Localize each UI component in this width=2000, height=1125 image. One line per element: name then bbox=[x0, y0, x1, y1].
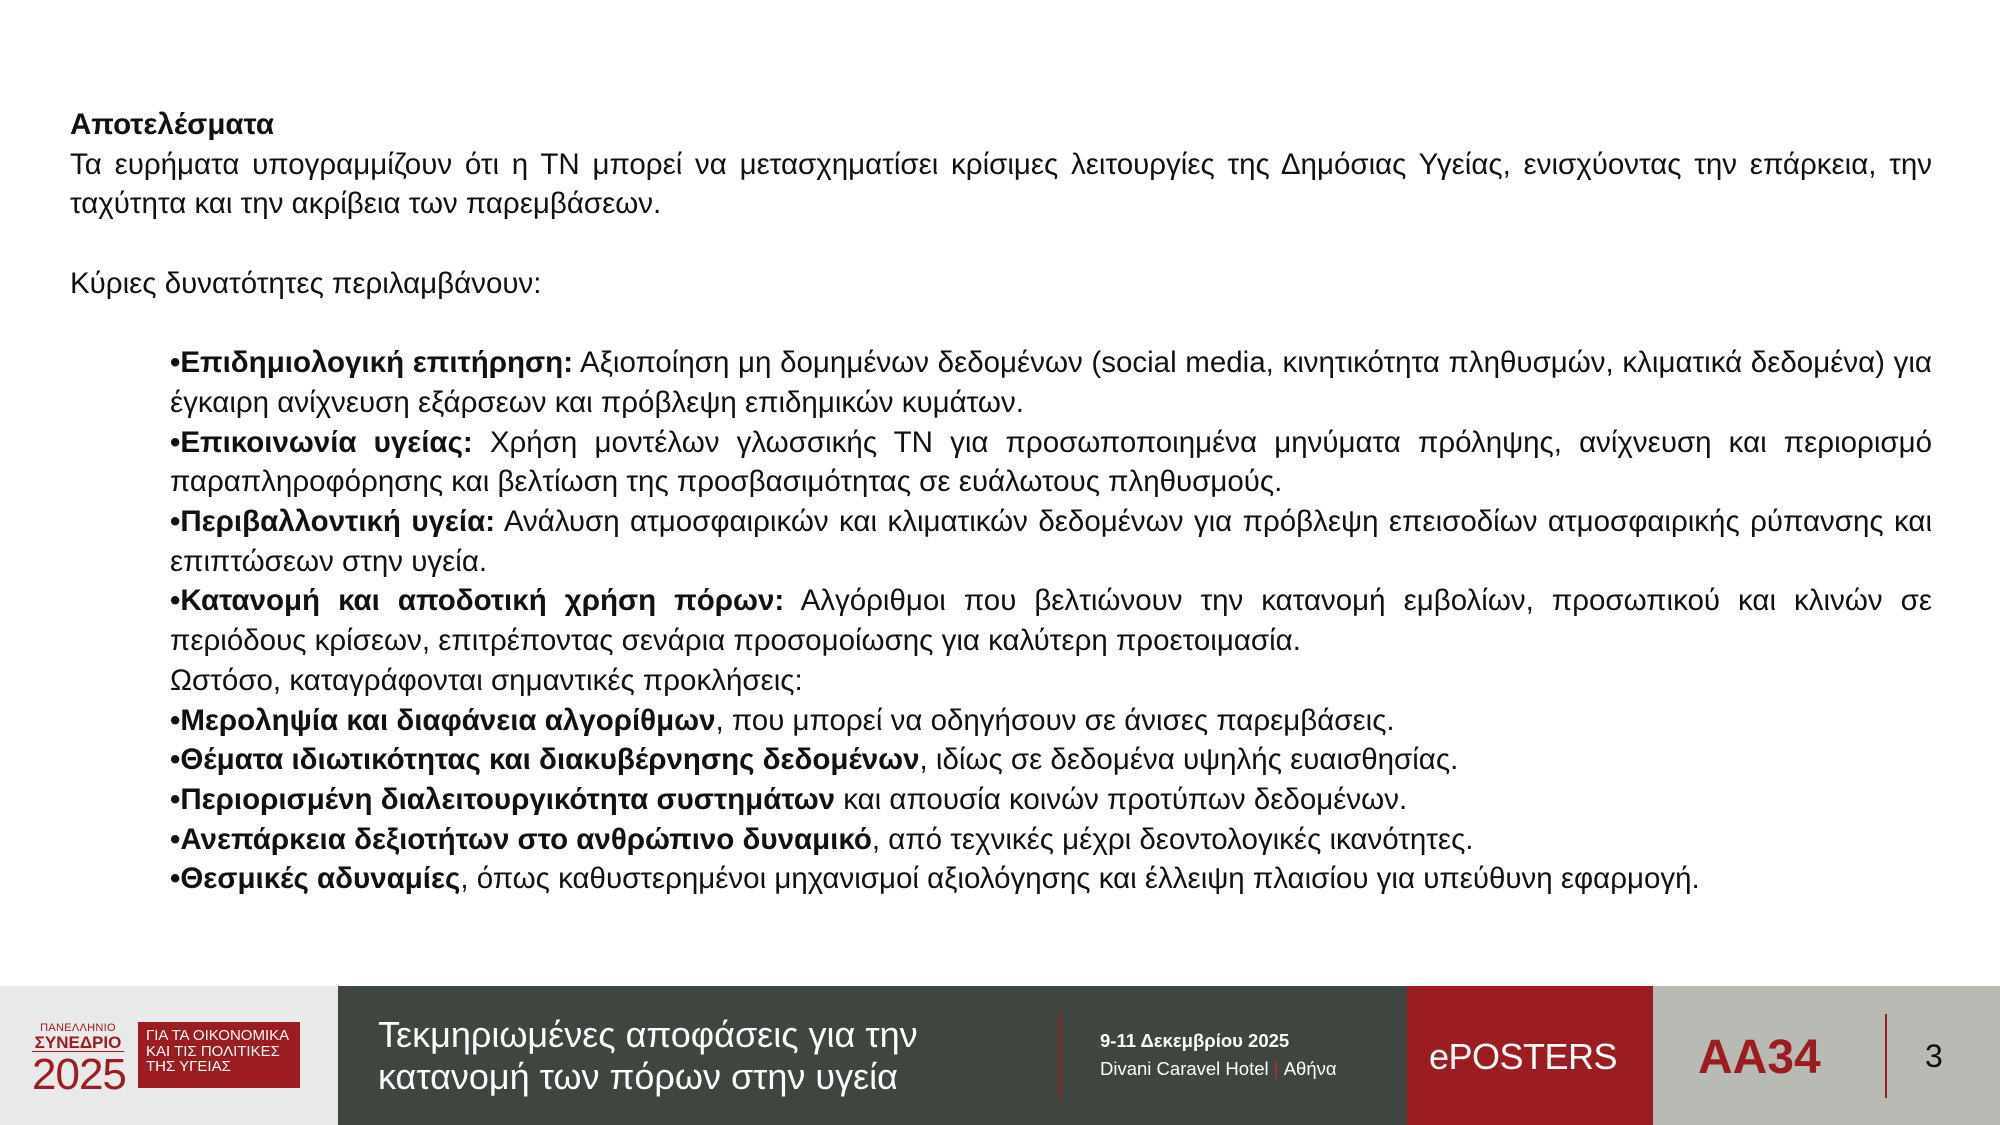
challenge-text: , όπως καθυστερημένοι μηχανισμοί αξιολόγησης και έλλειψη πλαισίου για υπεύθυνη εφαρμογή. bbox=[460, 862, 1700, 896]
challenge-item bbox=[170, 701, 1932, 741]
venue-city: Αθήνα bbox=[1283, 1058, 1337, 1079]
capability-title: •Κατανομή και αποδοτική χρήση πόρων: bbox=[170, 584, 785, 618]
challenge-item bbox=[170, 820, 1932, 860]
divider bbox=[1059, 1014, 1061, 1098]
venue-name: Divani Caravel Hotel bbox=[1100, 1058, 1269, 1079]
capability-text: Χρήση μοντέλων γλωσσικής ΤΝ για προσωποποιημένα μηνύματα πρόληψης, ανίχνευση και περιορισμό παραπληροφόρησης και βελτίωση της προσβασιμότητας σε ευάλωτους πληθυσμούς. bbox=[170, 425, 1932, 499]
conference-title-line-1: Τεκμηριωμένες αποφάσεις για την bbox=[378, 1014, 918, 1055]
logo-year: 2025 bbox=[32, 1050, 126, 1099]
conference-venue bbox=[1100, 1058, 1337, 1080]
poster-code-panel bbox=[1653, 986, 2000, 1125]
logo-line-1: ΠΑΝΕΛΛΗΝΙΟ bbox=[40, 1022, 116, 1034]
poster-code: AA34 bbox=[1698, 1031, 1821, 1084]
challenge-title: •Θεσμικές αδυναμίες bbox=[170, 862, 461, 896]
capability-text: Αξιοποίηση μη δομημένων δεδομένων (social media, κινητικότητα πληθυσμών, κλιματικά δεδομένα) για έγκαιρη ανίχνευση εξάρσεων και πρόβλεψη επιδημικών κυμάτων. bbox=[170, 346, 1932, 419]
capability-title: •Περιβαλλοντική υγεία: bbox=[170, 505, 496, 538]
capability-title: •Επικοινωνία υγείας: bbox=[170, 425, 473, 459]
bullet-list bbox=[170, 343, 1932, 899]
capability-item bbox=[170, 581, 1932, 660]
venue-separator: | bbox=[1273, 1058, 1279, 1079]
challenge-title: •Μεροληψία και διαφάνεια αλγορίθμων bbox=[170, 703, 716, 737]
capability-item bbox=[170, 423, 1932, 502]
logo-box-line-3: ΤΗΣ ΥΓΕΙΑΣ bbox=[146, 1058, 231, 1075]
challenge-title: •Ανεπάρκεια δεξιοτήτων στο ανθρώπινο δυναμικό bbox=[170, 822, 872, 856]
eposters-label: ePOSTERS bbox=[1429, 1036, 1618, 1077]
capability-item bbox=[170, 343, 1932, 422]
logo-box-line-1: ΓΙΑ ΤΑ ΟΙΚΟΝΟΜΙΚΑ bbox=[146, 1027, 290, 1044]
conference-title bbox=[378, 1014, 918, 1098]
capability-title: •Επιδημιολογική επιτήρηση: bbox=[170, 346, 574, 380]
logo-red-box bbox=[138, 1022, 300, 1088]
logo-line-2: ΣΥΝΕΔΡΙΟ bbox=[32, 1034, 124, 1052]
capability-item bbox=[170, 502, 1932, 581]
intro-paragraph: Τα ευρήματα υπογραμμίζουν ότι η ΤΝ μπορεί να μετασχηματίσει κρίσιμες λειτουργίες της Δημόσιας Υγείας, ενισχύοντας την επάρκεια, την ταχύτητα και την ακρίβεια των παρεμβάσεων. bbox=[70, 147, 1932, 221]
footer-banner bbox=[0, 986, 2000, 1125]
page-number: 3 bbox=[1925, 1038, 1943, 1074]
challenge-item bbox=[170, 859, 1932, 899]
capabilities-intro: Κύριες δυνατότητες περιλαμβάνουν: bbox=[70, 266, 542, 300]
challenge-text: , από τεχνικές μέχρι δεοντολογικές ικανότητες. bbox=[871, 822, 1474, 856]
eposters-panel bbox=[1407, 986, 1653, 1125]
conference-title-line-2: κατανομή των πόρων στην υγεία bbox=[378, 1056, 898, 1097]
challenge-item bbox=[170, 740, 1932, 780]
spacer bbox=[70, 304, 1932, 344]
conference-logo bbox=[0, 986, 338, 1125]
capability-text: Αλγόριθμοι που βελτιώνουν την κατανομή εμβολίων, προσωπικού και κλινών σε περιόδους κρίσεων, επιτρέποντας σενάρια προσομοίωσης για καλύτερη προετοιμασία. bbox=[170, 584, 1932, 658]
divider bbox=[1885, 1014, 1887, 1098]
challenges-intro: Ωστόσο, καταγράφονται σημαντικές προκλήσεις: bbox=[170, 663, 803, 697]
section-heading: Αποτελέσματα bbox=[70, 108, 274, 141]
conference-date: 9-11 Δεκεμβρίου 2025 bbox=[1100, 1030, 1290, 1051]
challenge-text: , ιδίως σε δεδομένα υψηλής ευαισθησίας. bbox=[919, 743, 1459, 777]
challenge-title: •Θέματα ιδιωτικότητας και διακυβέρνησης δεδομένων bbox=[170, 743, 920, 777]
capability-text: Ανάλυση ατμοσφαιρικών και κλιματικών δεδομένων για πρόβλεψη επεισοδίων ατμοσφαιρικής ρύπανσης και επιπτώσεων στην υγεία. bbox=[170, 505, 1932, 578]
logo-wordmark bbox=[32, 1022, 124, 1098]
challenge-title: •Περιορισμένη διαλειτουργικότητα συστημάτων bbox=[170, 782, 836, 816]
slide-content bbox=[70, 105, 1932, 899]
spacer bbox=[70, 224, 1932, 264]
challenge-text: , που μπορεί να οδηγήσουν σε άνισες παρεμβάσεις. bbox=[715, 703, 1395, 737]
challenge-text: και απουσία κοινών προτύπων δεδομένων. bbox=[835, 782, 1408, 816]
footer-title-panel bbox=[338, 986, 1407, 1125]
logo-box-line-2: ΚΑΙ ΤΙΣ ΠΟΛΙΤΙΚΕΣ bbox=[146, 1042, 280, 1060]
challenge-item bbox=[170, 780, 1932, 820]
